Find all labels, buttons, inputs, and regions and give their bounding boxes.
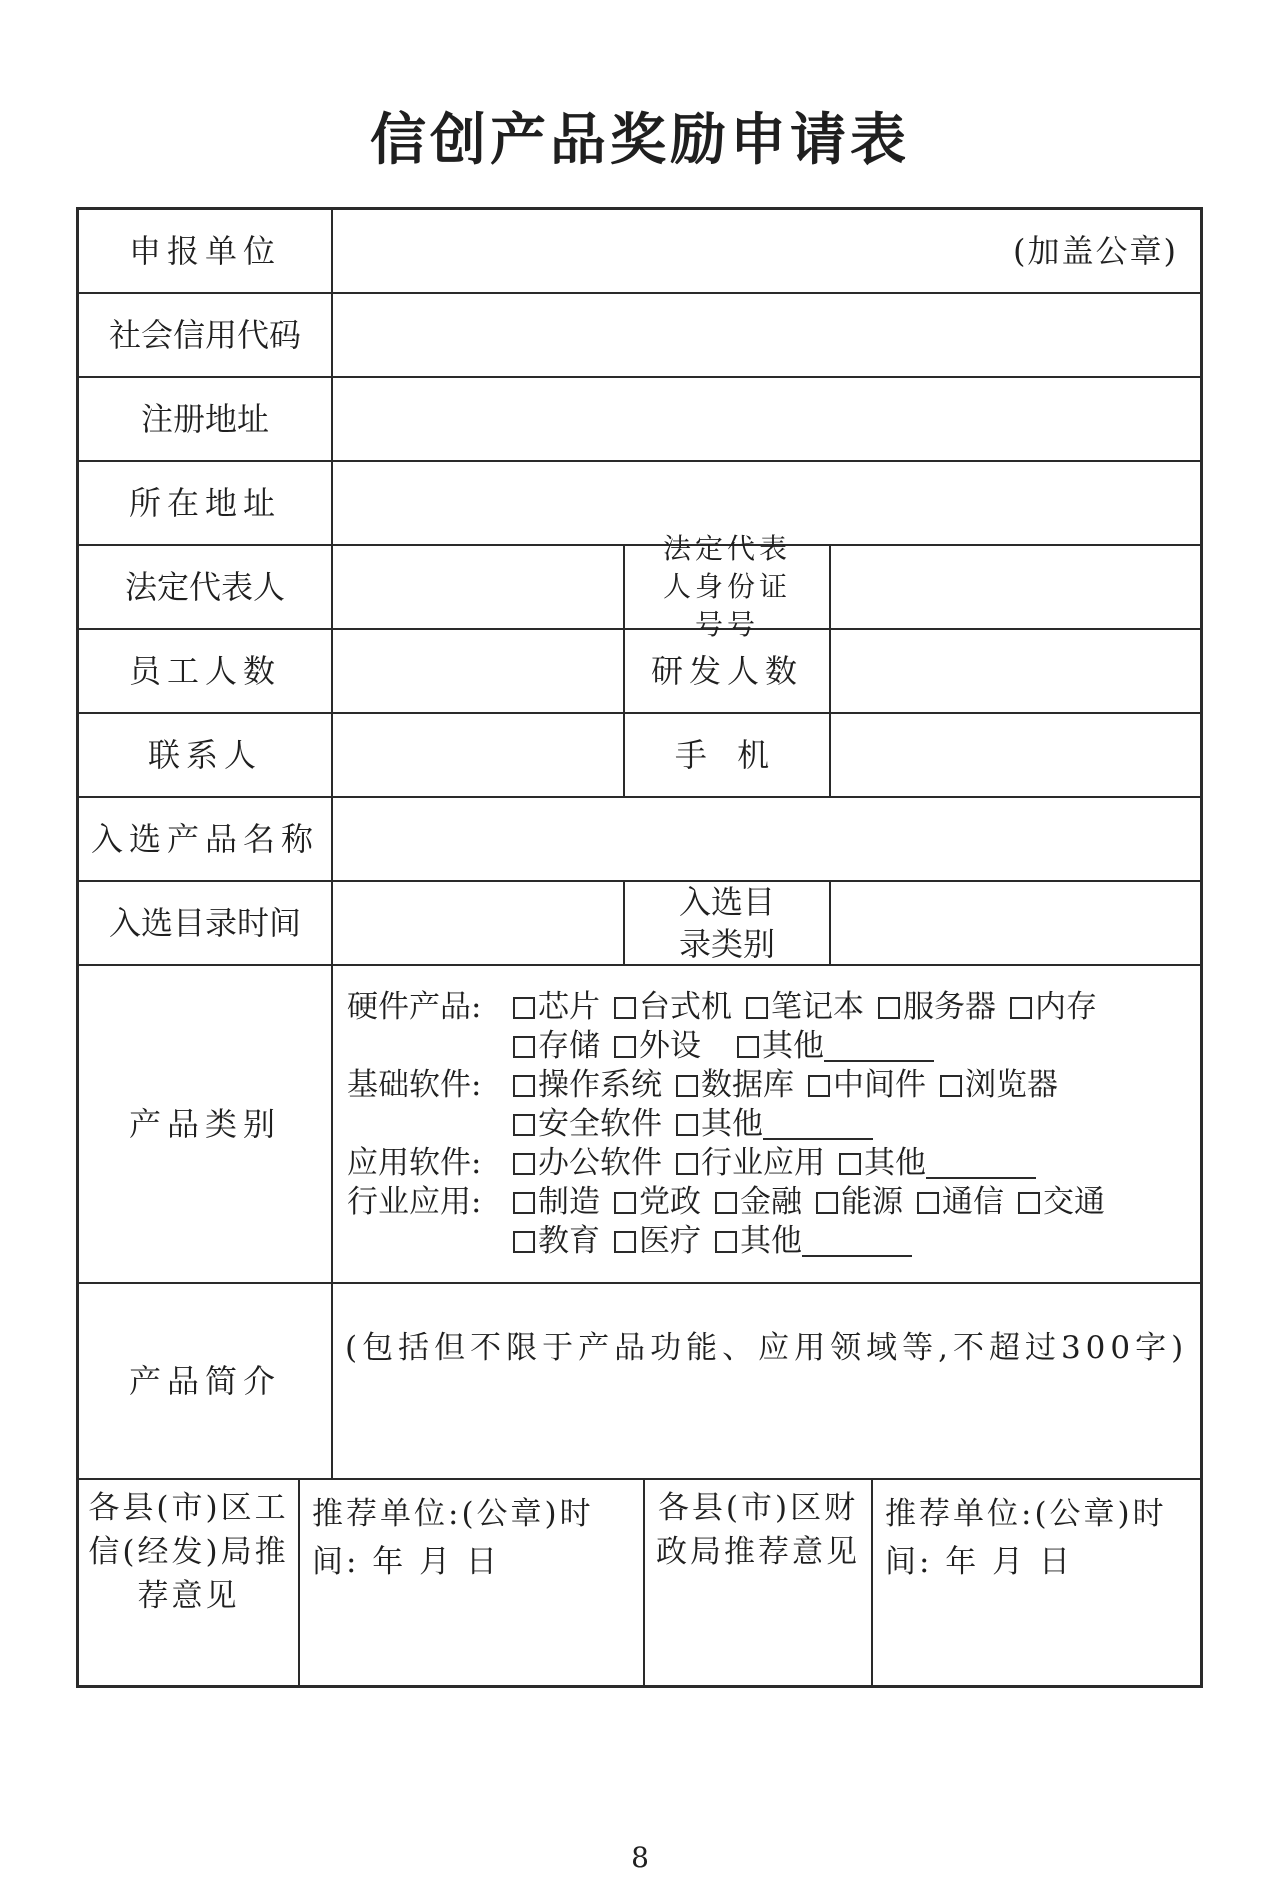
seal-note: (加盖公章) <box>1013 232 1178 270</box>
blank-line[interactable] <box>926 1147 1036 1179</box>
checkbox-hardware-other[interactable]: 其他 <box>737 1027 934 1066</box>
page-number: 8 <box>631 1841 649 1874</box>
category-group-industry <box>347 1183 1203 1261</box>
industry-recommendation-text: 推荐单位:(公章)时间: 年 月 日 <box>312 1496 594 1580</box>
field-product-intro[interactable] <box>333 1284 1200 1480</box>
checkbox-energy[interactable]: 能源 <box>816 1183 903 1222</box>
label-contact: 联系人 <box>79 714 333 798</box>
label-product-name: 入选产品名称 <box>79 798 333 882</box>
checkbox-basic-other[interactable]: 其他 <box>676 1105 873 1144</box>
checkbox-peripheral[interactable]: 外设 <box>614 1027 701 1066</box>
checkbox-desktop[interactable]: 台式机 <box>614 988 732 1027</box>
field-product-name[interactable] <box>333 798 1200 882</box>
field-finance-recommendation[interactable] <box>873 1480 1200 1685</box>
label-rd-count: 研发人数 <box>625 630 831 714</box>
field-applicant-unit[interactable] <box>333 210 1200 294</box>
label-legal-rep: 法定代表人 <box>79 546 333 630</box>
checkbox-education[interactable]: 教育 <box>513 1222 600 1261</box>
label-catalog-category: 入选目录类别 <box>625 882 831 966</box>
label-legal-rep-id: 法定代表人身份证号号 <box>625 546 831 630</box>
checkbox-memory[interactable]: 内存 <box>1010 988 1097 1027</box>
checkbox-office-software[interactable]: 办公软件 <box>513 1144 662 1183</box>
checkbox-laptop[interactable]: 笔记本 <box>746 988 864 1027</box>
checkbox-industry-application[interactable]: 行业应用 <box>676 1144 825 1183</box>
checkbox-finance[interactable]: 金融 <box>715 1183 802 1222</box>
category-group-hardware <box>347 988 1203 1066</box>
blank-line[interactable] <box>824 1030 934 1062</box>
category-group-basic-software <box>347 1066 1203 1144</box>
checkbox-middleware[interactable]: 中间件 <box>808 1066 926 1105</box>
label-applicant-unit: 申报单位 <box>79 210 333 294</box>
field-rd-count[interactable] <box>831 630 1200 714</box>
finance-recommendation-text: 推荐单位:(公章)时间: 年 月 日 <box>885 1496 1167 1580</box>
label-registered-address: 注册地址 <box>79 378 333 462</box>
product-intro-hint: (包括但不限于产品功能、应用领域等,不超过300字) <box>345 1330 1189 1366</box>
label-catalog-time: 入选目录时间 <box>79 882 333 966</box>
product-category-options <box>333 966 1200 1284</box>
label-phone: 手 机 <box>625 714 831 798</box>
checkbox-medical[interactable]: 医疗 <box>614 1222 701 1261</box>
checkbox-government[interactable]: 党政 <box>614 1183 701 1222</box>
checkbox-telecom[interactable]: 通信 <box>917 1183 1004 1222</box>
checkbox-chip[interactable]: 芯片 <box>513 988 600 1027</box>
form-title: 信创产品奖励申请表 <box>370 107 910 173</box>
label-product-category: 产品类别 <box>79 966 333 1284</box>
checkbox-server[interactable]: 服务器 <box>878 988 996 1027</box>
category-group-name: 行业应用: <box>347 1184 482 1220</box>
checkbox-browser[interactable]: 浏览器 <box>940 1066 1058 1105</box>
blank-line[interactable] <box>763 1108 873 1140</box>
checkbox-manufacturing[interactable]: 制造 <box>513 1183 600 1222</box>
checkbox-os[interactable]: 操作系统 <box>513 1066 662 1105</box>
field-industry-recommendation[interactable] <box>300 1480 645 1685</box>
field-catalog-category[interactable] <box>831 882 1200 966</box>
field-legal-rep-id[interactable] <box>831 546 1200 630</box>
label-staff-count: 员工人数 <box>79 630 333 714</box>
checkbox-industry-other[interactable]: 其他 <box>715 1222 912 1261</box>
label-credit-code: 社会信用代码 <box>79 294 333 378</box>
application-form <box>76 207 1203 1688</box>
field-catalog-time[interactable] <box>333 882 625 966</box>
category-group-name: 应用软件: <box>347 1145 482 1181</box>
blank-line[interactable] <box>802 1225 912 1257</box>
label-location-address: 所在地址 <box>79 462 333 546</box>
label-industry-recommendation: 各县(市)区工信(经发)局推荐意见 <box>79 1480 300 1685</box>
checkbox-database[interactable]: 数据库 <box>676 1066 794 1105</box>
label-product-intro: 产品简介 <box>79 1284 333 1480</box>
category-group-name: 基础软件: <box>347 1067 482 1103</box>
checkbox-security-software[interactable]: 安全软件 <box>513 1105 662 1144</box>
category-group-name: 硬件产品: <box>347 989 482 1025</box>
checkbox-storage[interactable]: 存储 <box>513 1027 600 1066</box>
checkbox-app-other[interactable]: 其他 <box>839 1144 1036 1183</box>
field-legal-rep[interactable] <box>333 546 625 630</box>
label-finance-recommendation: 各县(市)区财政局推荐意见 <box>645 1480 873 1685</box>
field-credit-code[interactable] <box>333 294 1200 378</box>
field-phone[interactable] <box>831 714 1200 798</box>
field-registered-address[interactable] <box>333 378 1200 462</box>
field-contact[interactable] <box>333 714 625 798</box>
checkbox-transport[interactable]: 交通 <box>1018 1183 1105 1222</box>
field-staff-count[interactable] <box>333 630 625 714</box>
category-group-application-software <box>347 1144 1203 1183</box>
